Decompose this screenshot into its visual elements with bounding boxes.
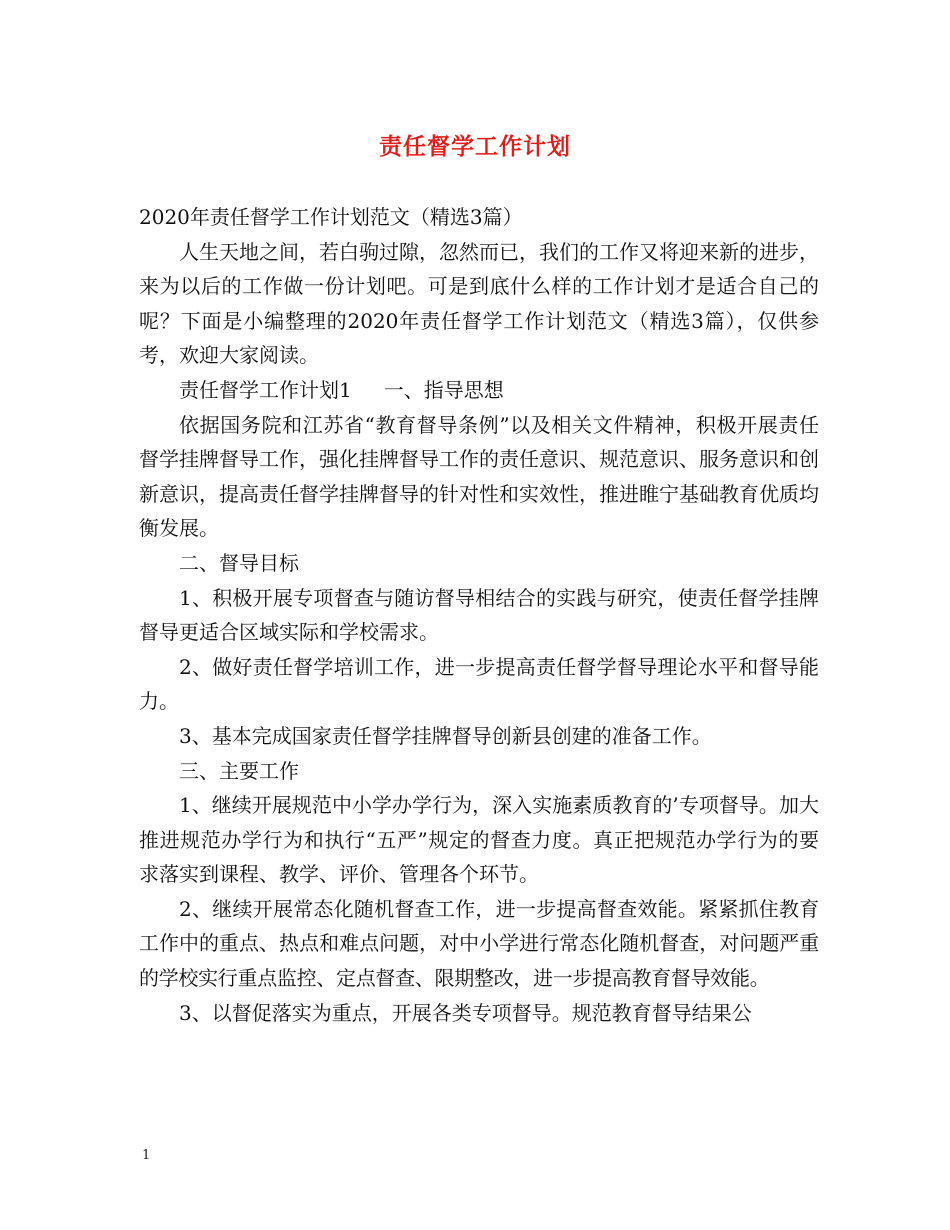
- plan-heading-line: [139, 373, 819, 408]
- subtitle: 2020年责任督学工作计划范文（精选3篇）: [139, 205, 523, 229]
- page-number: 1: [142, 1148, 151, 1163]
- section1-heading: 一、指导思想: [383, 377, 504, 402]
- plan-heading: 责任督学工作计划1: [179, 377, 352, 402]
- work-1: 1、继续开展规范中小学办学行为，深入实施素质教育的’专项督导。加大推进规范办学行为和执行“五严”规定的督查力度。真正把规范办学行为的要求落实到课程、教学、评价、管理各个环节。: [139, 793, 819, 887]
- section3-heading: 三、主要工作: [179, 758, 299, 783]
- section2-heading: 二、督导目标: [179, 550, 299, 575]
- section1-paragraph: 依据国务院和江苏省“教育督导条例”以及相关文件精神，积极开展责任督学挂牌督导工作，强化挂牌督导工作的责任意识、规范意识、服务意识和创新意识，提高责任督学挂牌督导的针对性和实效性，推进睢宁基础教育优质均衡发展。: [139, 412, 819, 541]
- work-3: 3、以督促落实为重点，开展各类专项督导。规范教育督导结果公: [179, 1000, 752, 1025]
- goal-3: 3、基本完成国家责任督学挂牌督导创新县创建的准备工作。: [179, 723, 712, 748]
- document-body: [139, 200, 819, 1030]
- goal-2: 2、做好责任督学培训工作，进一步提高责任督学督导理论水平和督导能力。: [139, 654, 819, 714]
- document-title: 责任督学工作计划: [379, 133, 571, 160]
- intro-paragraph: 人生天地之间，若白驹过隙，忽然而已，我们的工作又将迎来新的进步，来为以后的工作做一份计划吧。可是到底什么样的工作计划才是适合自己的呢？下面是小编整理的2020年责任督学工作计划范文（精选3篇），仅供参考，欢迎大家阅读。: [139, 239, 819, 368]
- goal-1: 1、积极开展专项督查与随访督导相结合的实践与研究，使责任督学挂牌督导更适合区域实际和学校需求。: [139, 585, 819, 645]
- work-2: 2、继续开展常态化随机督查工作，进一步提高督查效能。紧紧抓住教育工作中的重点、热点和难点问题，对中小学进行常态化随机督查，对问题严重的学校实行重点监控、定点督查、限期整改，进一步提高教育督导效能。: [139, 896, 819, 991]
